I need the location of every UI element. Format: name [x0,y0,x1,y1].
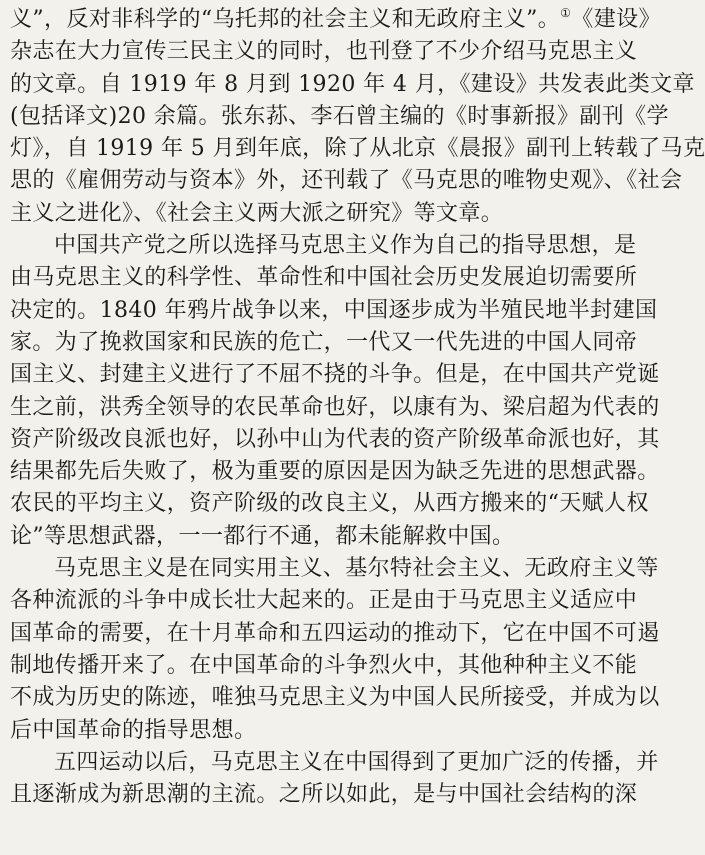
text-line: 制地传播开来了。在中国革命的斗争烈火中，其他种种主义不能 [10,652,638,678]
text-line: (包括译文)20 余篇。张东荪、李石曾主编的《时事新报》副刊《学 [10,103,669,129]
text-line: 农民的平均主义，资产阶级的改良主义，从西方搬来的“天赋人权 [10,491,649,517]
footnote-marker: ① [560,6,572,20]
text-line: 论”等思想武器，一一都行不通，都未能解救中国。 [10,523,515,549]
text-line: 由马克思主义的科学性、革命性和中国社会历史发展迫切需要所 [10,265,638,291]
text-line: 中国共产党之所以选择马克思主义作为自己的指导思想，是 [54,233,637,259]
paragraph-marxism-growth [10,553,660,747]
text-line: 后中国革命的指导思想。 [10,717,257,743]
paragraph-why-marxism [10,230,660,553]
text-line: 灯》，自 1919 年 5 月到年底，除了从北京《晨报》副刊上转载了马克 [10,136,705,162]
text-line: 各种流派的斗争中成长壮大起来的。正是由于马克思主义适应中 [10,588,638,614]
text-span: 义”，反对非科学的“乌托邦的社会主义和无政府主义”。 [10,7,561,32]
text-line: 五四运动以后，马克思主义在中国得到了更加广泛的传播，并 [54,749,659,775]
text-line: 资产阶级改良派也好，以孙中山为代表的资产阶级革命派也好，其 [10,426,660,452]
paragraph-jianshe-magazine [10,4,705,230]
text-line: 的文章。自 1919 年 8 月到 1920 年 4 月，《建设》共发表此类文章 [10,71,695,97]
text-line: 家。为了挽救国家和民族的危亡，一代又一代先进的中国人同帝 [10,329,638,355]
text-line: 不成为历史的陈迹，唯独马克思主义为中国人民所接受，并成为以 [10,685,660,711]
text-line: 主义之进化》、《社会主义两大派之研究》等文章。 [10,200,504,226]
text-line: 结果都先后失败了，极为重要的原因是因为缺乏先进的思想武器。 [10,459,660,485]
text-line: 生之前，洪秀全领导的农民革命也好，以康有为、梁启超为代表的 [10,394,660,420]
text-line: 杂志在大力宣传三民主义的同时，也刊登了不少介绍马克思主义 [10,39,638,65]
text-line: 国主义、封建主义进行了不屈不挠的斗争。但是，在中国共产党诞 [10,362,660,388]
paragraph-after-may-fourth [10,747,659,812]
text-line [10,4,661,36]
text-line: 国革命的需要，在十月革命和五四运动的推动下，它在中国不可遏 [10,620,660,646]
text-span: 《建设》 [571,7,661,32]
text-line: 思的《雇佣劳动与资本》外，还刊载了《马克思的唯物史观》、《社会 [10,168,683,194]
text-line: 马克思主义是在同实用主义、基尔特社会主义、无政府主义等 [54,556,659,582]
text-line: 决定的。1840 年鸦片战争以来，中国逐步成为半殖民地半封建国 [10,297,658,323]
text-line: 且逐渐成为新思潮的主流。之所以如此，是与中国社会结构的深 [10,782,638,808]
